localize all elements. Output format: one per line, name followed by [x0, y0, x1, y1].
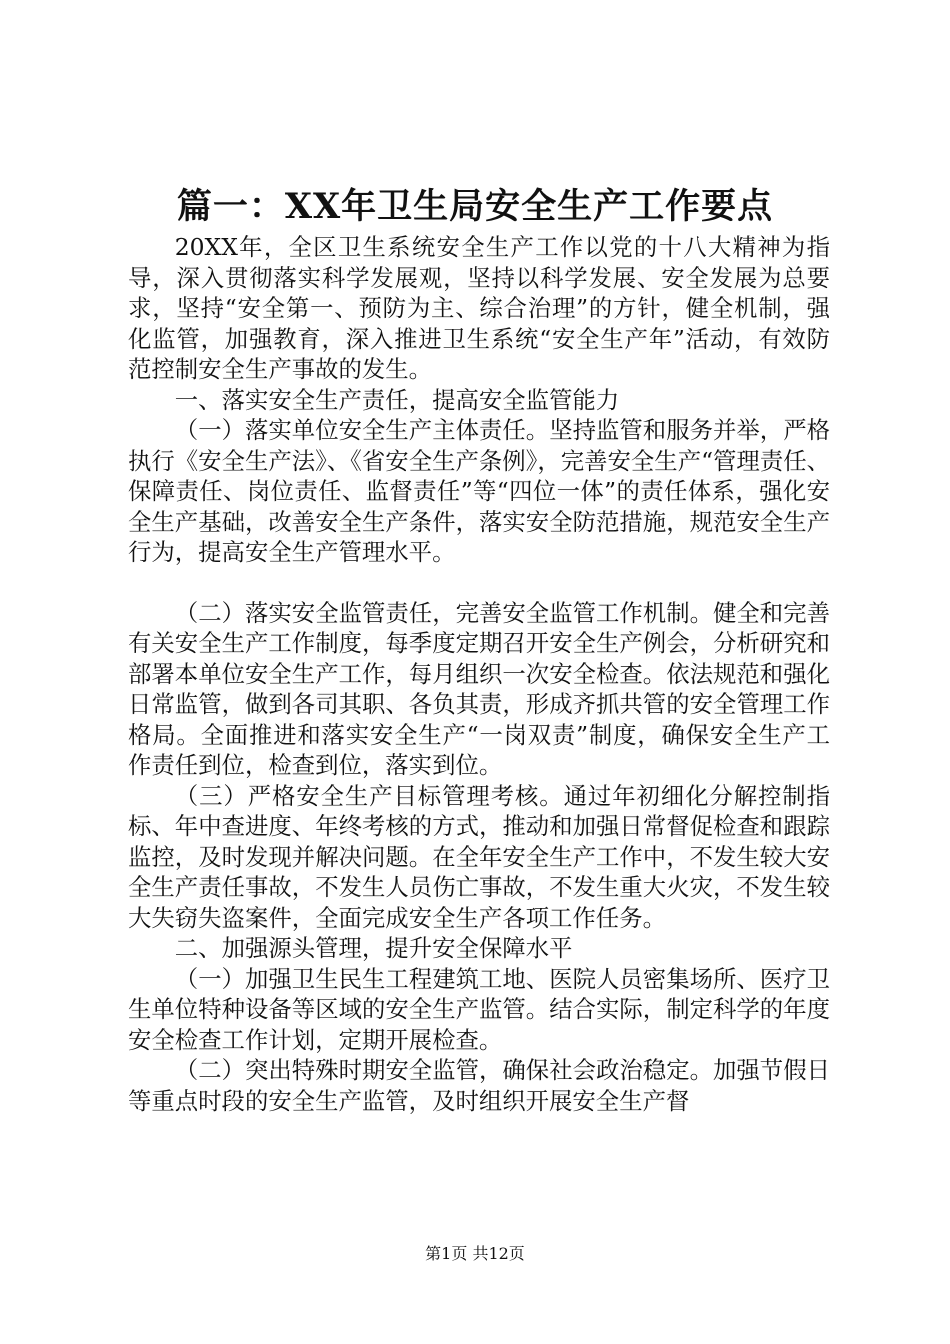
paragraph-intro: 20XX年，全区卫生系统安全生产工作以党的十八大精神为指导，深入贯彻落实科学发展观，坚持以科学发展、安全发展为总要求，坚持“安全第一、预防为主、综合治理”的方针，健全机制，强化监管，加强教育，深入推进卫生系统“安全生产年”活动，有效防范控制安全生产事故的发生。 [128, 233, 830, 383]
page-number: 第1页 共12页 [425, 1244, 525, 1263]
paragraph-1-1: （一）落实单位安全生产主体责任。坚持监管和服务并举，严格执行《安全生产法》、《省安全生产条例》，完善安全生产“管理责任、保障责任、岗位责任、监督责任”等“四位一体”的责任体系，强化安全生产基础，改善安全生产条件，落实安全防范措施，规范安全生产行为，提高安全生产管理水平。 [128, 416, 830, 566]
section-heading-1: 一、落实安全生产责任，提高安全监管能力 [174, 385, 620, 414]
paragraph-1-3: （三）严格安全生产目标管理考核。通过年初细化分解控制指标、年中查进度、年终考核的方式，推动和加强日常督促检查和跟踪监控，及时发现并解决问题。在全年安全生产工作中，不发生较大安全生产责任事故，不发生人员伤亡事故，不发生重大火灾，不发生较大失窃失盗案件，全面完成安全生产各项工作任务。 [128, 781, 830, 932]
section-heading-2: 二、加强源头管理，提升安全保障水平 [174, 934, 573, 962]
paragraph-2-2: （二）突出特殊时期安全监管，确保社会政治稳定。加强节假日等重点时段的安全生产监管，及时组织开展安全生产督 [128, 1056, 830, 1115]
paragraph-2-1: （一）加强卫生民生工程建筑工地、医院人员密集场所、医疗卫生单位特种设备等区域的安全生产监管。结合实际，制定科学的年度安全检查工作计划，定期开展检查。 [128, 964, 830, 1054]
document-body [128, 232, 830, 1116]
document-title: 篇一：XX年卫生局安全生产工作要点 [176, 186, 774, 227]
paragraph-1-2: （二）落实安全监管责任，完善安全监管工作机制。健全和完善有关安全生产工作制度，每季度定期召开安全生产例会，分析研究和部署本单位安全生产工作，每月组织一次安全检查。依法规范和强化日常监管，做到各司其职、各负其责，形成齐抓共管的安全管理工作格局。全面推进和落实安全生产“一岗双责”制度，确保安全生产工作责任到位，检查到位，落实到位。 [128, 598, 830, 779]
